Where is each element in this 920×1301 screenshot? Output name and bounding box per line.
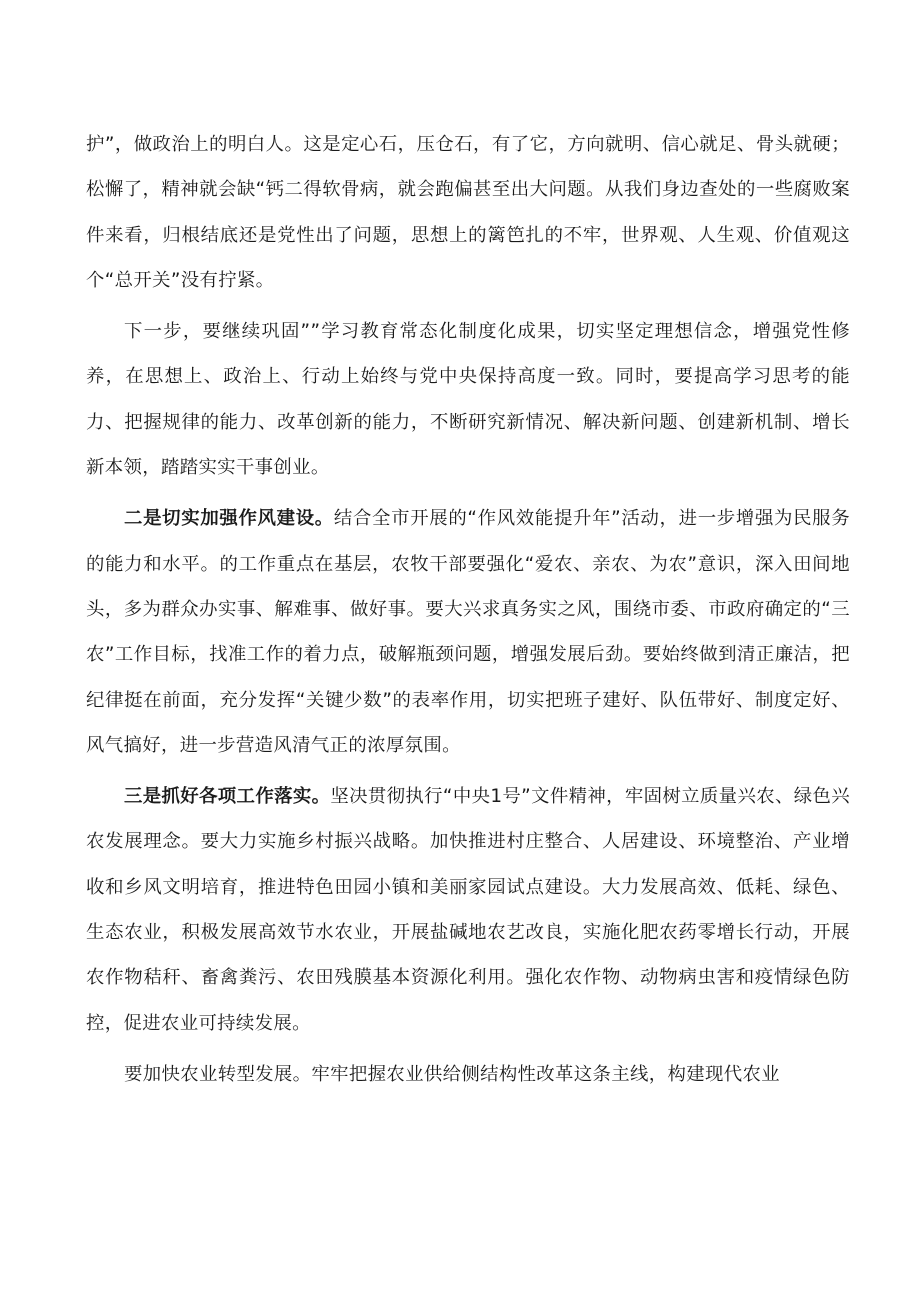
paragraph-3-text: 结合全市开展的“作风效能提升年”活动，进一步增强为民服务的能力和水平。的工作重点在基层，农牧干部要强化“爱农、亲农、为农”意识，深入田间地头，多为群众办实事、解难事、做好事。要大兴求真务实之风，围绕市委、市政府确定的“三农”工作目标，找准工作的着力点，破解瓶颈问题，增强发展后劲。要始终做到清正廉洁，把纪律挺在前面，充分发挥“关键少数”的表率作用，切实把班子建好、队伍带好、制度定好、风气搞好，进一步营造风清气正的浓厚氛围。 (86, 508, 851, 756)
paragraph-2 (86, 309, 850, 490)
paragraph-4-text: 坚决贯彻执行“中央1号”文件精神，牢固树立质量兴农、绿色兴农发展理念。要大力实施乡村振兴战略。加快推进村庄整合、人居建设、环境整治、产业增收和乡风文明培育，推进特色田园小镇和美丽家园试点建设。大力发展高效、低耗、绿色、生态农业，积极发展高效节水农业，开展盐碱地农艺改良，实施化肥农药零增长行动，开展农作物秸秆、畜禽粪污、农田残膜基本资源化利用。强化农作物、动物病虫害和疫情绿色防控，促进农业可持续发展。 (86, 786, 850, 1034)
paragraph-2-text: 下一步，要继续巩固””学习教育常态化制度化成果，切实坚定理想信念，增强党性修养，在思想上、政治上、行动上始终与党中央保持高度一致。同时，要提高学习思考的能力、把握规律的能力、改革创新的能力，不断研究新情况、解决新问题、创建新机制、增长新本领，踏踏实实干事创业。 (86, 321, 850, 479)
paragraph-1-text: 护”，做政治上的明白人。这是定心石，压仓石，有了它，方向就明、信心就足、骨头就硬；松懈了，精神就会缺“钙二得软骨病，就会跑偏甚至出大问题。从我们身边查处的一些腐败案件来看，归根结底还是党性出了问题，思想上的篱笆扎的不牢，世界观、人生观、价值观这个“总开关”没有拧紧。 (86, 134, 850, 291)
paragraph-5-text: 要加快农业转型发展。牢牢把握农业供给侧结构性改革这条主线，构建现代农业 (124, 1063, 780, 1085)
document-body (86, 122, 850, 1103)
paragraph-1 (86, 122, 850, 303)
paragraph-3-heading: 二是切实加强作风建设。 (124, 508, 334, 530)
paragraph-4-heading: 三是抓好各项工作落实。 (124, 786, 331, 808)
paragraph-4 (86, 774, 850, 1046)
paragraph-5 (86, 1052, 850, 1097)
paragraph-3 (86, 496, 850, 768)
